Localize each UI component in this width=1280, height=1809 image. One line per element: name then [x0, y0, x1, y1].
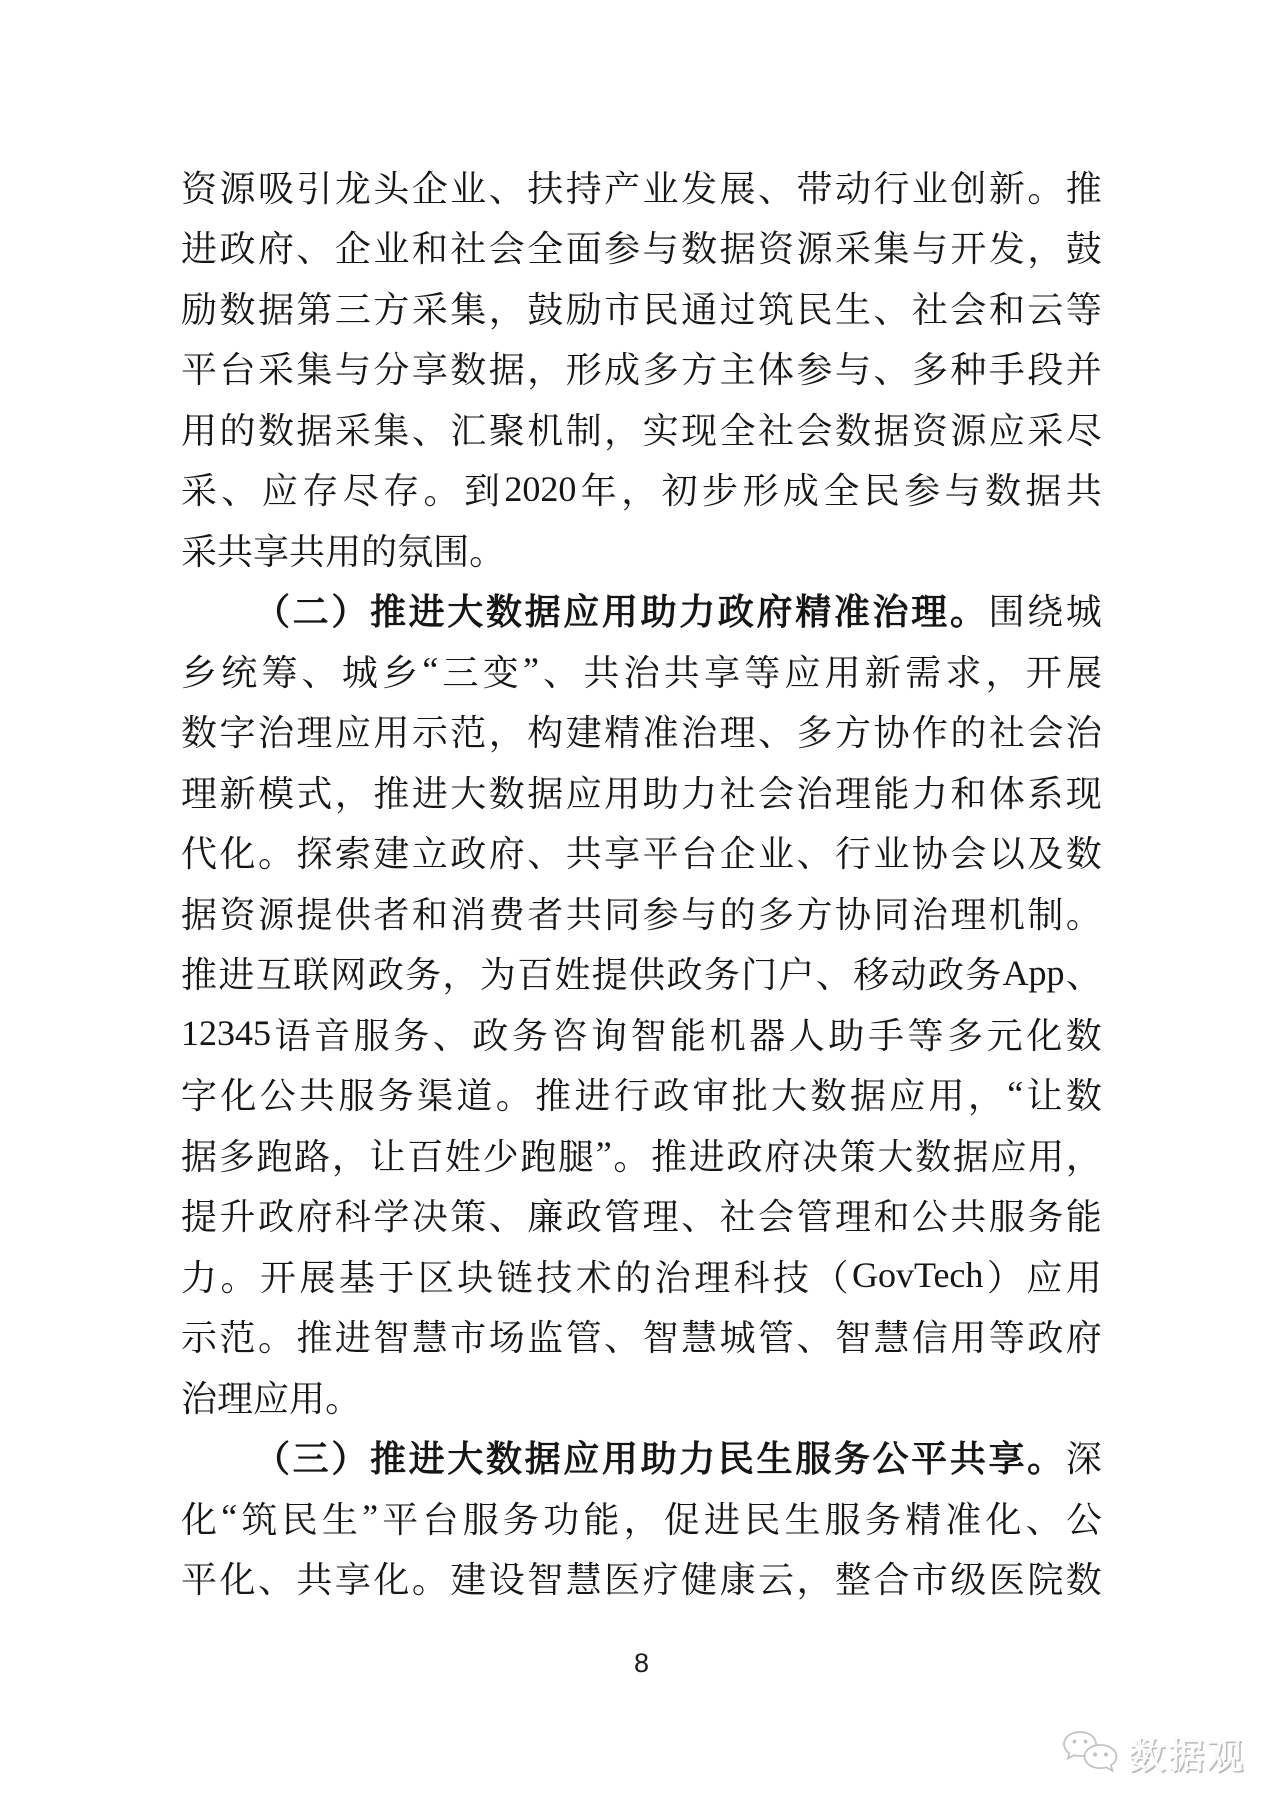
text-line: 据 资 源 提 供 者 和 消 费 者 共 同 参 与 的 多 方 协 同 治 理 机 制 。 — [181, 894, 1102, 935]
watermark — [1059, 1728, 1246, 1779]
document-body — [181, 156, 1102, 1608]
text-line: 示 范 。 推 进 智 慧 市 场 监 管 、 智 慧 城 管 、 智 慧 信 用 等 政 府 — [181, 1318, 1102, 1359]
text-line: 治 理 应 用 。 — [181, 1378, 362, 1419]
text-line: 12345 语 音 服 务 、 政 务 咨 询 智 能 机 器 人 助 手 等 多 元 化 数 — [181, 1013, 1102, 1056]
text-line: （ 二 ） 推 进 大 数 据 应 用 助 力 政 府 精 准 治 理 。 围 绕 城 — [254, 592, 1102, 633]
text-line: 资 源 吸 引 龙 头 企 业 、 扶 持 产 业 发 展 、 带 动 行 业 创 新 。 推 — [181, 168, 1102, 209]
text-line: 平 化 、 共 享 化 。 建 设 智 慧 医 疗 健 康 云 ， 整 合 市 级 医 院 数 — [181, 1560, 1102, 1601]
text-line: 数 字 治 理 应 用 示 范 ， 构 建 精 准 治 理 、 多 方 协 作 的 社 会 治 — [181, 713, 1102, 754]
text-line: 提 升 政 府 科 学 决 策 、 廉 政 管 理 、 社 会 管 理 和 公 共 服 务 能 — [181, 1197, 1102, 1238]
text-line: 代 化 。 探 索 建 立 政 府 、 共 享 平 台 企 业 、 行 业 协 会 以 及 数 — [181, 834, 1102, 875]
text-line: 推 进 互 联 网 政 务 ， 为 百 姓 提 供 政 务 门 户 、 移 动 政 务 App 、 — [181, 952, 1102, 996]
text-line: 理 新 模 式 ， 推 进 大 数 据 应 用 助 力 社 会 治 理 能 力 和 体 系 现 — [181, 773, 1102, 814]
text-line: 乡 统 筹 、 城 乡 “ 三 变 ” 、 共 治 共 享 等 应 用 新 需 求 ， 开 展 — [181, 650, 1102, 693]
text-line: 励 数 据 第 三 方 采 集 ， 鼓 励 市 民 通 过 筑 民 生 、 社 会 和 云 等 — [181, 289, 1102, 330]
text-line: 字 化 公 共 服 务 渠 道 。 推 进 行 政 审 批 大 数 据 应 用 ， “ 让 数 — [181, 1073, 1102, 1117]
text-line: 平 台 采 集 与 分 享 数 据 ， 形 成 多 方 主 体 参 与 、 多 种 手 段 并 — [181, 350, 1102, 391]
text-line: 进 政 府 、 企 业 和 社 会 全 面 参 与 数 据 资 源 采 集 与 开 发 ， 鼓 — [181, 229, 1102, 270]
text-line: 采 共 享 共 用 的 氛 围 。 — [181, 531, 506, 572]
wechat-icon — [1059, 1729, 1121, 1779]
text-line: 据 多 跑 路 ， 让 百 姓 少 跑 腿 ” 。 推 进 政 府 决 策 大 数 据 应 用 ， — [181, 1134, 1102, 1177]
text-line: 力 。 开 展 基 于 区 块 链 技 术 的 治 理 科 技 （ GovTech ） 应 用 — [181, 1255, 1102, 1298]
watermark-brand-text: 数据观 — [1128, 1735, 1246, 1776]
page-number: 8 — [633, 1648, 650, 1678]
text-line: 化 “ 筑 民 生 ” 平 台 服 务 功 能 ， 促 进 民 生 服 务 精 准 化 、 公 — [181, 1497, 1102, 1540]
text-line: 采 、 应 存 尽 存 。 到 2020 年 ， 初 步 形 成 全 民 参 与 数 据 共 — [181, 468, 1102, 512]
text-line: 用 的 数 据 采 集 、 汇 聚 机 制 ， 实 现 全 社 会 数 据 资 源 应 采 尽 — [181, 410, 1102, 451]
text-line: （ 三 ） 推 进 大 数 据 应 用 助 力 民 生 服 务 公 平 共 享 。 深 — [254, 1439, 1102, 1480]
